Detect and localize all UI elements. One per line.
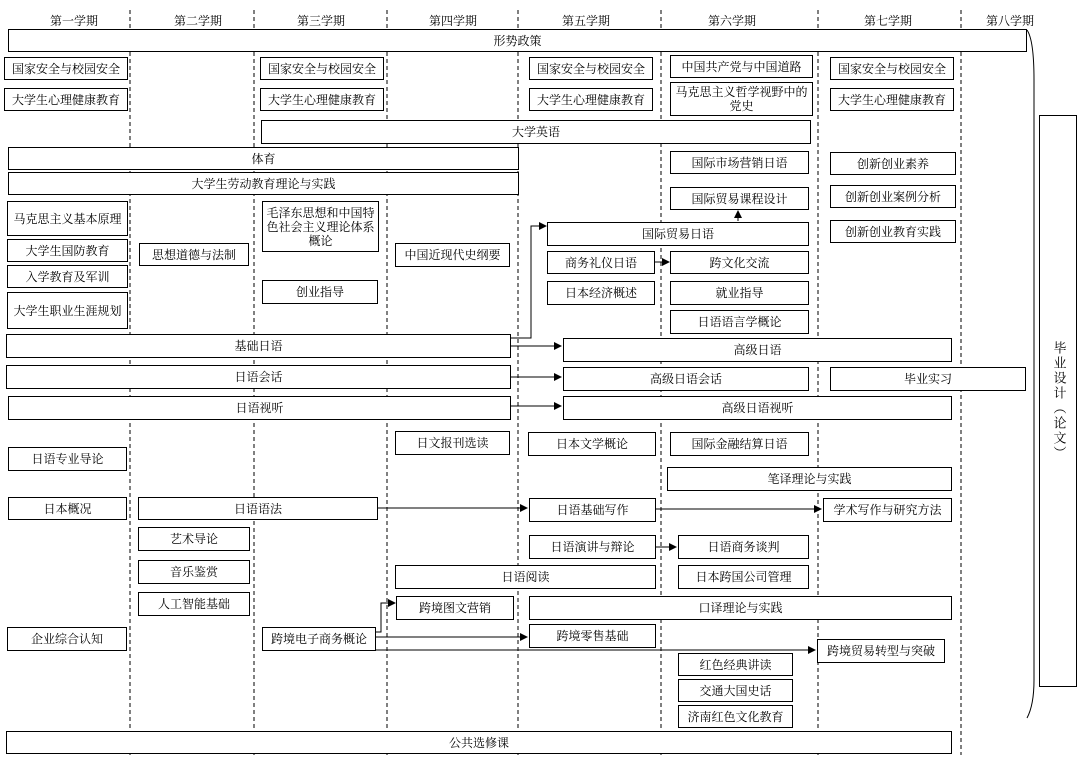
course-box: 交通大国史话 <box>678 679 793 702</box>
course-box: 大学生国防教育 <box>7 239 128 262</box>
course-box: 国家安全与校园安全 <box>4 57 128 80</box>
course-box: 日本经济概述 <box>547 281 655 305</box>
course-box: 大学生心理健康教育 <box>260 88 384 111</box>
course-box: 跨境图文营销 <box>396 596 514 620</box>
course-box: 思想道德与法制 <box>139 243 249 266</box>
course-box: 日语语言学概论 <box>670 310 809 334</box>
course-box: 形势政策 <box>8 29 1027 52</box>
course-box: 马克思主义基本原理 <box>7 201 128 236</box>
course-box: 国际贸易日语 <box>547 222 809 246</box>
semester-header-6: 第六学期 <box>707 14 756 28</box>
course-box: 日语语法 <box>138 497 378 520</box>
thesis-label: 毕业设计（论文） <box>1050 341 1066 461</box>
course-box: 大学生心理健康教育 <box>529 88 653 111</box>
course-box: 日语视听 <box>8 396 511 420</box>
course-box: 济南红色文化教育 <box>678 705 793 728</box>
course-box: 大学生职业生涯规划 <box>7 292 128 329</box>
course-box: 日语演讲与辩论 <box>529 535 656 559</box>
course-box: 基础日语 <box>6 334 511 358</box>
semester-header-2: 第二学期 <box>173 14 222 28</box>
course-box: 中国近现代史纲要 <box>395 243 510 267</box>
course-box: 国家安全与校园安全 <box>830 57 954 80</box>
semester-header-5: 第五学期 <box>561 14 610 28</box>
course-box: 跨境电子商务概论 <box>262 627 376 651</box>
course-box: 口译理论与实践 <box>529 596 952 620</box>
course-box: 日语阅读 <box>395 565 656 589</box>
course-box: 日本概况 <box>8 497 127 520</box>
semester-header-7: 第七学期 <box>863 14 912 28</box>
course-box: 体育 <box>8 147 519 170</box>
course-box: 企业综合认知 <box>7 627 127 651</box>
course-box: 日语会话 <box>6 365 511 389</box>
course-box: 日本文学概论 <box>528 432 656 456</box>
course-box: 跨境贸易转型与突破 <box>817 639 945 663</box>
course-box: 日文报刊选读 <box>395 431 510 455</box>
course-box: 红色经典讲读 <box>678 653 793 676</box>
course-box: 大学生心理健康教育 <box>4 88 128 111</box>
course-box: 大学生心理健康教育 <box>830 88 954 111</box>
course-box: 大学生劳动教育理论与实践 <box>8 172 519 195</box>
semester-header-1: 第一学期 <box>49 14 98 28</box>
course-box: 大学英语 <box>261 120 811 144</box>
course-box: 人工智能基础 <box>138 592 250 616</box>
course-box: 马克思主义哲学视野中的党史 <box>670 82 813 116</box>
course-box: 日语基础写作 <box>529 498 656 522</box>
course-box: 毕业实习 <box>830 367 1026 391</box>
course-box: 日语商务谈判 <box>678 535 809 559</box>
course-box: 创新创业素养 <box>830 152 956 175</box>
thesis-box <box>1039 115 1077 687</box>
course-box: 创新创业案例分析 <box>830 185 956 208</box>
course-box: 音乐鉴赏 <box>138 560 250 584</box>
course-box: 毛泽东思想和中国特色社会主义理论体系概论 <box>262 201 379 252</box>
course-box: 学术写作与研究方法 <box>823 498 952 522</box>
course-box: 就业指导 <box>670 281 809 305</box>
course-box: 高级日语会话 <box>563 367 809 391</box>
course-box: 笔译理论与实践 <box>667 467 952 491</box>
course-box: 日本跨国公司管理 <box>678 565 809 589</box>
course-box: 跨境零售基础 <box>529 624 656 648</box>
course-box: 国际贸易课程设计 <box>670 187 809 210</box>
semester-header-8: 第八学期 <box>985 14 1034 28</box>
course-box: 创新创业教育实践 <box>830 220 956 243</box>
course-box: 国际金融结算日语 <box>670 432 809 456</box>
course-box: 跨文化交流 <box>670 251 809 274</box>
course-box: 中国共产党与中国道路 <box>670 55 813 78</box>
course-box: 国家安全与校园安全 <box>260 57 384 80</box>
course-box: 艺术导论 <box>138 527 250 551</box>
course-box: 国际市场营销日语 <box>670 151 809 174</box>
course-box: 日语专业导论 <box>8 447 127 471</box>
course-box: 公共选修课 <box>6 731 952 754</box>
semester-header-3: 第三学期 <box>296 14 345 28</box>
course-box: 高级日语视听 <box>563 396 952 420</box>
semester-header-4: 第四学期 <box>428 14 477 28</box>
course-box: 高级日语 <box>563 338 952 362</box>
course-box: 创业指导 <box>262 280 378 304</box>
course-box: 国家安全与校园安全 <box>529 57 653 80</box>
course-box: 入学教育及军训 <box>7 265 128 288</box>
course-box: 商务礼仪日语 <box>547 251 655 274</box>
